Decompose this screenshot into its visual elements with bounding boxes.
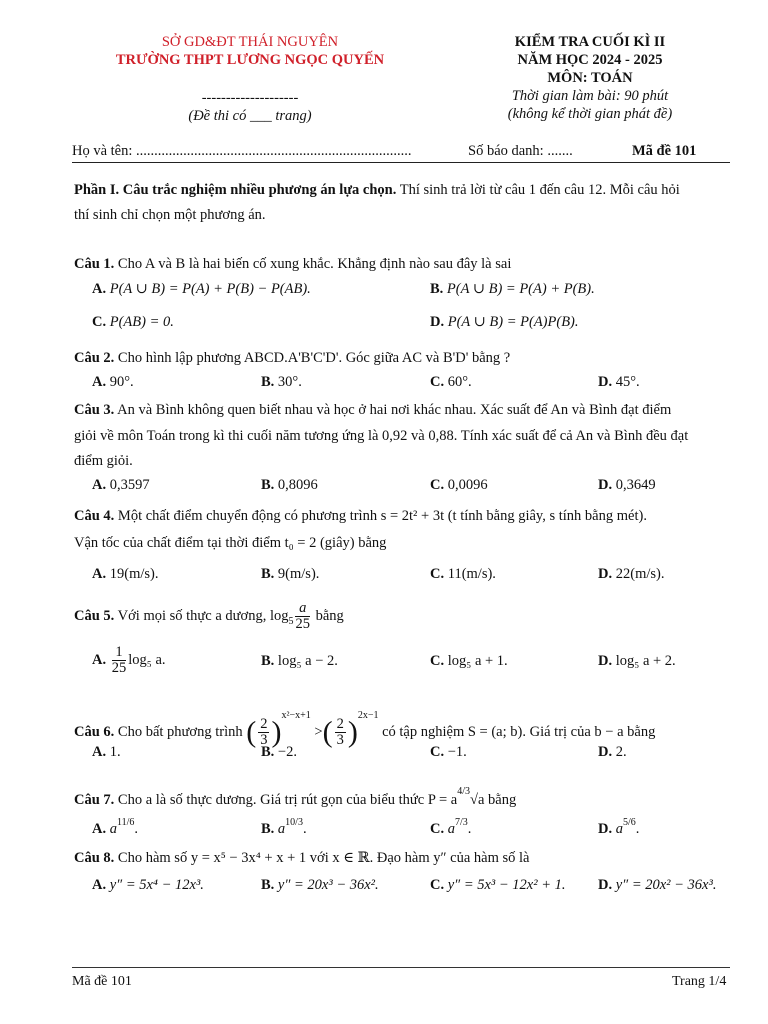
question-1 — [74, 251, 734, 277]
q2-option-c[interactable]: C. 60°. — [430, 374, 472, 390]
header-dashes: -------------------- — [201, 90, 299, 106]
q2-option-a[interactable]: A. 90°. — [92, 374, 134, 390]
part1-desc-1: Thí sinh trả lời từ câu 1 đến câu 12. Mỗi câu hỏi — [396, 182, 680, 198]
part1-instructions — [74, 178, 734, 228]
pages-note: (Đề thi có ___ trang) — [188, 108, 312, 124]
question-3: Câu 3. An và Bình không quen biết nhau và học ở hai nơi khác nhau. Xác suất để An và Bình đạt điểm giỏi về môn Toán trong kì thi cuối năm tương ứng là 0,92 và 0,88. Tính xác suất để cả An và Bình đều đạt điểm giỏi. — [74, 402, 689, 469]
footer-divider — [72, 967, 730, 968]
question-7: Câu 7. Cho a là số thực dương. Giá trị rút gọn của biểu thức $P = a^{4/3}√a$ bằng — [74, 786, 517, 808]
q7-option-b[interactable]: B. $a^{10/3}$. — [261, 817, 307, 837]
q6-option-b[interactable]: B. −2. — [261, 744, 297, 760]
q1-option-c[interactable]: C. P(AB) = 0. — [92, 314, 174, 330]
footer-page-number: Trang 1/4 — [672, 974, 727, 989]
q5-option-a[interactable]: A. $\frac{1}{25}$ log₅ a. — [92, 644, 166, 676]
q7-option-d[interactable]: D. $a^{5/6}$. — [598, 817, 640, 837]
question-2: Câu 2. Cho hình lập phương ABCD.A'B'C'D'. Góc giữa AC và B'D' bằng ? — [74, 350, 511, 366]
question-4: Câu 4. Một chất điểm chuyển động có phương trình s = 2t² + 3t (t tính bằng giây, s tính bằng mét). Vận tốc của chất điểm tại thời điểm t₀ = 2 (giây) bằng — [74, 508, 647, 551]
q4-option-b[interactable]: B. 9(m/s). — [261, 566, 320, 582]
header-divider — [72, 162, 730, 163]
q1-option-a[interactable]: A. P(A ∪ B) = P(A) + P(B) − P(AB). — [92, 281, 311, 297]
q1-option-b[interactable]: B. P(A ∪ B) = P(A) + P(B). — [430, 281, 595, 297]
q5-option-c[interactable]: C. log₅ a + 1. — [430, 653, 508, 669]
q8-option-b[interactable]: B. y″ = 20x³ − 36x². — [261, 877, 379, 893]
question-5: Câu 5. Với mọi số thực a dương, $\log_5$ $\frac{a}{25}$ bằng — [74, 600, 344, 633]
part1-desc-2: thí sinh chỉ chọn một phương án. — [74, 207, 266, 223]
q1-text: Cho A và B là hai biến cố xung khắc. Khẳng định nào sau đây là sai — [114, 256, 512, 272]
q8-option-a[interactable]: A. y″ = 5x⁴ − 12x³. — [92, 877, 204, 893]
header-right — [440, 33, 740, 123]
q4-option-c[interactable]: C. 11(m/s). — [430, 566, 496, 582]
footer-code: Mã đề 101 — [72, 974, 132, 989]
q6-option-c[interactable]: C. −1. — [430, 744, 467, 760]
q4-option-a[interactable]: A. 19(m/s). — [92, 566, 159, 582]
part1-title: Phần I. Câu trắc nghiệm nhiều phương án lựa chọn. — [74, 182, 397, 198]
q6-option-d[interactable]: D. 2. — [598, 744, 627, 760]
q8-option-d[interactable]: D. y″ = 20x² − 36x³. — [598, 877, 717, 893]
q1-option-d[interactable]: D. P(A ∪ B) = P(A)P(B). — [430, 314, 579, 330]
q1-label: Câu 1. — [74, 256, 115, 272]
question-6: Câu 6. Cho bất phương trình ( $\frac{2}{3}$ )$^{x^2-x+1}$ >( $\frac{2}{3}$ )$^{2x-1}$ có tập nghiệm S = (a; b). Giá trị của b − a bằng — [74, 710, 656, 749]
header-left — [60, 33, 440, 125]
q6-option-a[interactable]: A. 1. — [92, 744, 121, 760]
q3-option-d[interactable]: D. 0,3649 — [598, 477, 656, 493]
q7-option-c[interactable]: C. $a^{7/3}$. — [430, 817, 472, 837]
q3-option-c[interactable]: C. 0,0096 — [430, 477, 488, 493]
q3-option-a[interactable]: A. 0,3597 — [92, 477, 150, 493]
q8-option-c[interactable]: C. y″ = 5x³ − 12x² + 1. — [430, 877, 566, 893]
q2-option-b[interactable]: B. 30°. — [261, 374, 302, 390]
q5-fraction: $\frac{a}{25}$ — [295, 600, 310, 633]
school-name: TRƯỜNG THPT LƯƠNG NGỌC QUYẾN — [115, 52, 385, 68]
q2-text: Cho hình lập phương ABCD.A'B'C'D'. Góc giữa AC và B'D' bằng ? — [114, 350, 511, 366]
q3-option-b[interactable]: B. 0,8096 — [261, 477, 318, 493]
school-year: NĂM HỌC 2024 - 2025 — [517, 52, 663, 68]
q4-option-d[interactable]: D. 22(m/s). — [598, 566, 665, 582]
department-name: SỞ GD&ĐT THÁI NGUYÊN — [161, 34, 339, 50]
candidate-name-label: Họ và tên: ............................................................................ — [72, 143, 412, 159]
candidate-id-label: Số báo danh: ....... — [468, 143, 573, 159]
q5-option-d[interactable]: D. log₅ a + 2. — [598, 653, 676, 669]
subject: MÔN: TOÁN — [547, 70, 633, 86]
q5-option-b[interactable]: B. log₅ a − 2. — [261, 653, 338, 669]
exam-title: KIỂM TRA CUỐI KÌ II — [514, 34, 666, 50]
q2-option-d[interactable]: D. 45°. — [598, 374, 640, 390]
q7-option-a[interactable]: A. $a^{11/6}$. — [92, 817, 139, 837]
exam-time-note: (không kể thời gian phát đề) — [507, 106, 673, 122]
exam-code: Mã đề 101 — [632, 143, 697, 159]
question-8: Câu 8. Cho hàm số y = x⁵ − 3x⁴ + x + 1 với x ∈ ℝ. Đạo hàm y″ của hàm số là — [74, 850, 530, 866]
exam-time: Thời gian làm bài: 90 phút — [511, 88, 669, 104]
